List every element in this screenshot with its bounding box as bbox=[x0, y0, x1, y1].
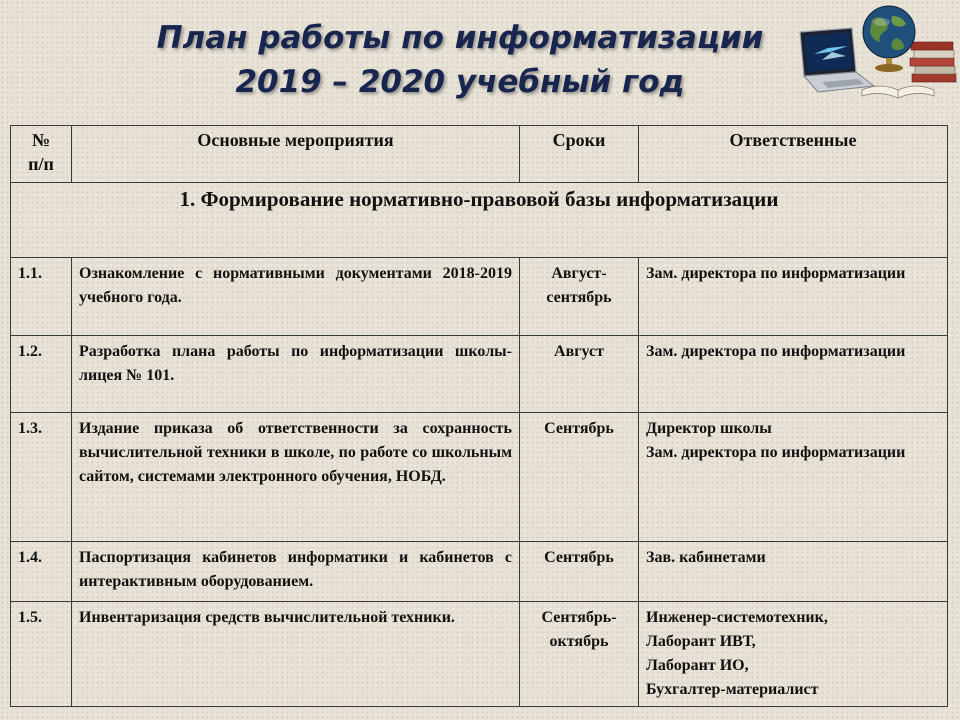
row-responsible-line: Бухгалтер-материалист bbox=[646, 681, 819, 698]
row-term bbox=[520, 602, 639, 707]
page-title bbox=[110, 16, 810, 104]
row-responsible bbox=[639, 336, 948, 413]
table-row bbox=[11, 542, 948, 602]
row-responsible-line: Зам. директора по информатизации bbox=[646, 444, 906, 461]
table-row bbox=[11, 258, 948, 336]
section-title: 1. Формирование нормативно-правовой базы информатизации bbox=[11, 183, 948, 258]
row-responsible bbox=[639, 542, 948, 602]
header-num-line2: п/п bbox=[28, 154, 54, 174]
laptop bbox=[800, 28, 874, 92]
books-stack bbox=[910, 42, 956, 82]
row-num: 1.3. bbox=[11, 413, 72, 542]
row-term-line: октябрь bbox=[549, 633, 609, 650]
row-responsible-line: Директор школы bbox=[646, 420, 772, 437]
row-activity: Паспортизация кабинетов информатики и кабинетов с интерактивным оборудованием. bbox=[72, 542, 520, 602]
row-responsible-line: Лаборант ИВТ, bbox=[646, 633, 756, 650]
row-activity: Инвентаризация средств вычислительной техники. bbox=[72, 602, 520, 707]
title-line-1: План работы по информатизации bbox=[156, 20, 764, 56]
row-num: 1.2. bbox=[11, 336, 72, 413]
header-num-line1: № bbox=[31, 130, 51, 150]
row-term bbox=[520, 413, 639, 542]
section-row bbox=[11, 183, 948, 258]
row-term-line: Сентябрь bbox=[544, 420, 614, 437]
row-activity: Ознакомление с нормативными документами 2018-2019 учебного года. bbox=[72, 258, 520, 336]
row-responsible bbox=[639, 413, 948, 542]
row-num: 1.5. bbox=[11, 602, 72, 707]
row-activity: Разработка плана работы по информатизации школы-лицея № 101. bbox=[72, 336, 520, 413]
row-activity: Издание приказа об ответственности за сохранность вычислительной техники в школе, по работе со школьным сайтом, системами электронного обучения, НОБД. bbox=[72, 413, 520, 542]
row-term-line: сентябрь bbox=[546, 289, 612, 306]
row-term bbox=[520, 258, 639, 336]
header-responsible: Ответственные bbox=[639, 126, 948, 183]
open-book bbox=[862, 86, 934, 98]
row-term-line: Сентябрь- bbox=[541, 609, 617, 626]
globe-laptop-books-icon bbox=[792, 2, 958, 102]
row-responsible-line: Зам. директора по информатизации bbox=[646, 343, 906, 360]
header-terms: Сроки bbox=[520, 126, 639, 183]
table-row bbox=[11, 336, 948, 413]
row-responsible-line: Инженер-системотехник, bbox=[646, 609, 828, 626]
row-term bbox=[520, 336, 639, 413]
header-num bbox=[11, 126, 72, 183]
table-row bbox=[11, 602, 948, 707]
row-responsible-line: Лаборант ИО, bbox=[646, 657, 749, 674]
row-num: 1.4. bbox=[11, 542, 72, 602]
row-term-line: Сентябрь bbox=[544, 549, 614, 566]
globe bbox=[863, 6, 915, 72]
row-responsible bbox=[639, 602, 948, 707]
title-line-2: 2019 – 2020 учебный год bbox=[235, 64, 685, 100]
plan-table bbox=[10, 125, 948, 707]
row-term-line: Август- bbox=[551, 265, 607, 282]
row-num: 1.1. bbox=[11, 258, 72, 336]
table-header-row bbox=[11, 126, 948, 183]
row-responsible bbox=[639, 258, 948, 336]
row-responsible-line: Зам. директора по информатизации bbox=[646, 265, 906, 282]
table-row bbox=[11, 413, 948, 542]
row-term bbox=[520, 542, 639, 602]
row-term-line: Август bbox=[554, 343, 604, 360]
row-responsible-line: Зав. кабинетами bbox=[646, 549, 766, 566]
header-activities: Основные мероприятия bbox=[72, 126, 520, 183]
